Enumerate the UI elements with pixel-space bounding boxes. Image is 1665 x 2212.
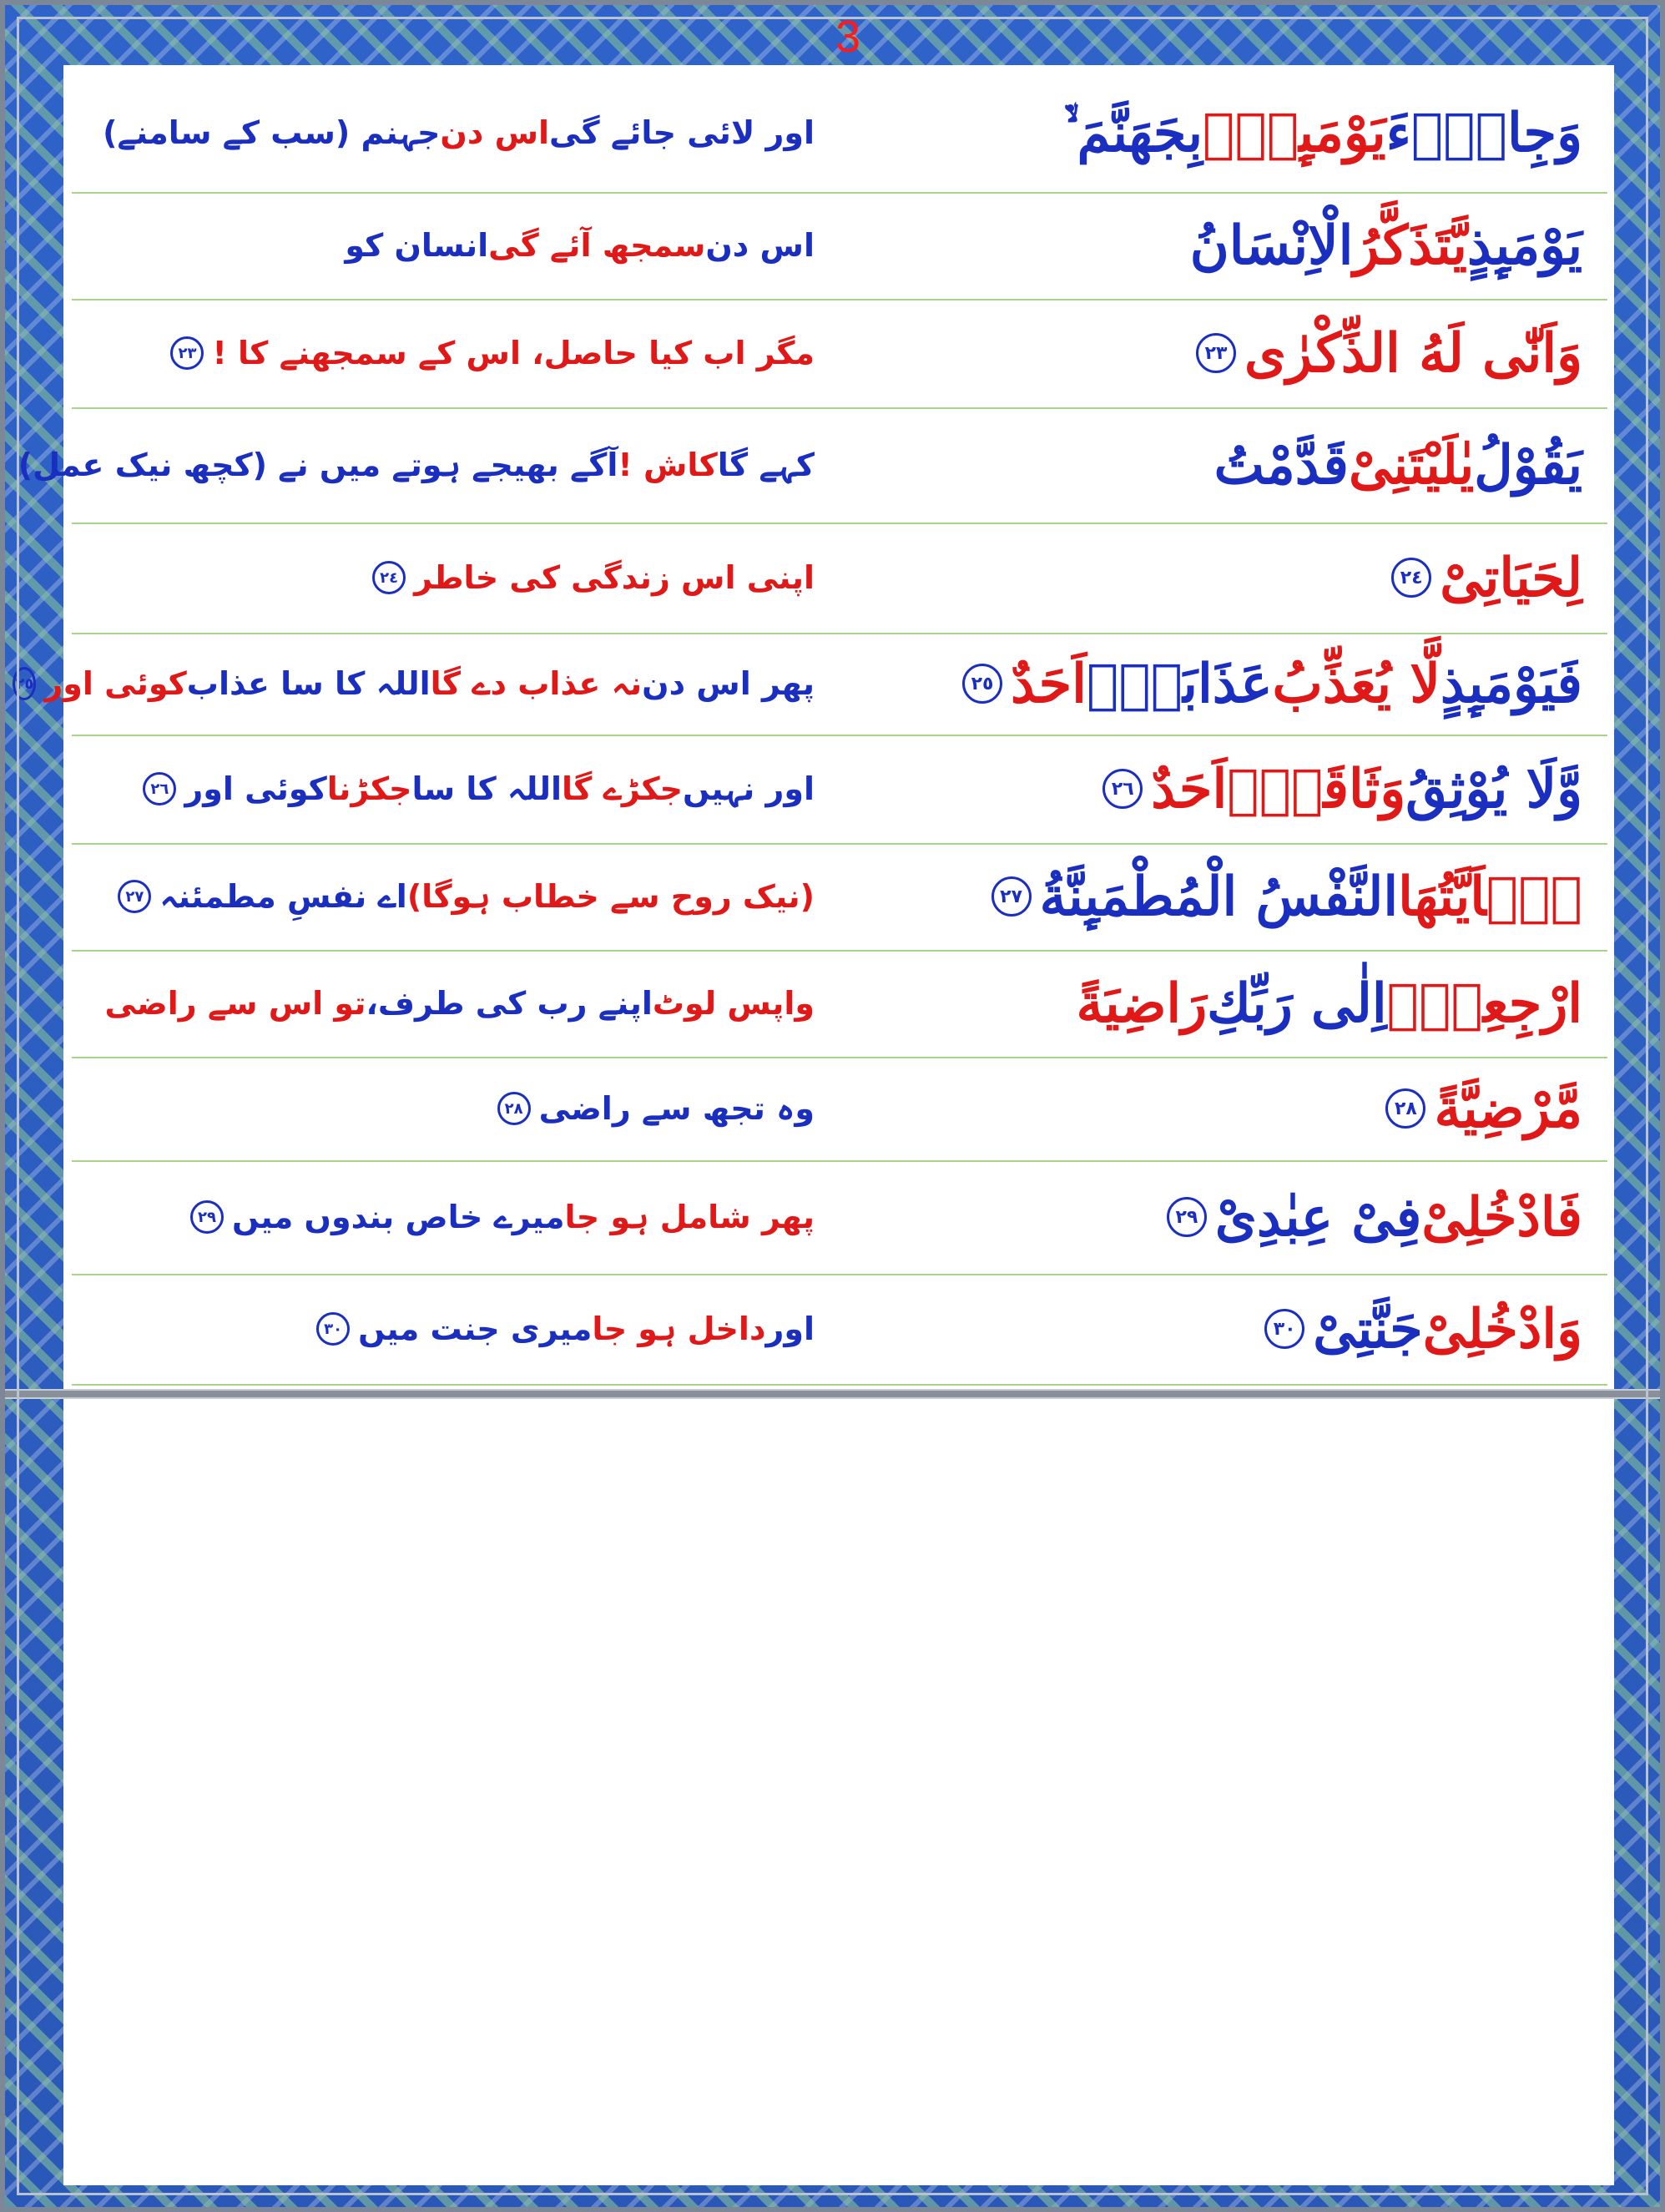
- urdu-translation: [80, 73, 815, 192]
- arabic-verse-segment: مَّرْضِیَّةً: [1434, 1077, 1582, 1140]
- urdu-translation-segment: اور: [765, 1311, 815, 1347]
- verse-number-marker: ٢٦: [1102, 769, 1143, 809]
- urdu-translation: [80, 1274, 815, 1384]
- urdu-translation-segment: نہ عذاب دے گا: [430, 665, 643, 702]
- verse-number-marker: ٢٩: [190, 1200, 224, 1234]
- arabic-verse: [865, 843, 1582, 950]
- arabic-verse-segment: عَذَابَهٗۤ: [1086, 652, 1273, 715]
- arabic-verse: [865, 299, 1582, 407]
- urdu-translation-segment: جکڑے گا: [562, 770, 683, 807]
- urdu-translation-segment: اللہ کا سا عذاب: [186, 665, 431, 702]
- urdu-translation-segment: وہ تجھ سے راضی: [538, 1090, 815, 1127]
- arabic-verse-segment: یَوْمَىِٕذٍۭ: [1203, 101, 1386, 164]
- urdu-translation-segment: (نیک روح سے خطاب ہوگا): [406, 878, 815, 915]
- urdu-translation-segment: اے نفسِ مطمئنہ: [159, 878, 407, 915]
- arabic-verse-segment: النَّفْسُ الْمُطْمَىِٕنَّةُ: [1039, 865, 1399, 928]
- verse-row: [72, 735, 1607, 845]
- urdu-translation-segment: پھر شامل ہو جا: [564, 1199, 815, 1235]
- verse-number-marker: ٢٦: [143, 772, 176, 806]
- arabic-verse: [865, 407, 1582, 523]
- urdu-translation-segment: انسان کو: [345, 227, 489, 264]
- arabic-verse: [865, 1274, 1582, 1384]
- arabic-verse-segment: جَنَّتِیْ: [1313, 1297, 1423, 1361]
- urdu-translation: [15, 633, 815, 735]
- arabic-verse: [865, 523, 1582, 633]
- urdu-translation-segment: مگر اب کیا حاصل، اس کے سمجھنے کا !: [212, 335, 815, 371]
- verse-row: [72, 1274, 1607, 1386]
- arabic-verse-segment: اَحَدٌ: [1011, 652, 1087, 715]
- verse-row: [72, 299, 1607, 409]
- urdu-translation: [80, 735, 815, 843]
- urdu-translation-segment: پھر اس دن: [642, 665, 815, 702]
- verse-number-marker: ٢٤: [372, 561, 406, 594]
- arabic-verse-segment: وَادْخُلِیْ: [1422, 1297, 1582, 1361]
- verse-number-marker: ٢٨: [1385, 1088, 1425, 1129]
- verse-row: [72, 1057, 1607, 1162]
- urdu-translation: [18, 407, 815, 523]
- urdu-translation: [80, 1160, 815, 1274]
- urdu-translation-segment: کوئی اور: [184, 770, 327, 807]
- arabic-verse-segment: وَجِایْۤءَ: [1385, 101, 1582, 164]
- arabic-verse-segment: اِلٰى رَبِّكِ: [1207, 972, 1387, 1035]
- urdu-translation-segment: کاش !: [618, 447, 718, 483]
- verse-number-marker: ٢٤: [1391, 558, 1431, 598]
- verse-row: [72, 523, 1607, 634]
- arabic-verse: [865, 633, 1582, 735]
- verse-row: [72, 73, 1607, 194]
- verse-row: [15, 633, 1607, 736]
- page-number: 3: [835, 12, 861, 62]
- arabic-verse-segment: لِحَیَاتِیْ: [1440, 546, 1582, 609]
- arabic-verse: [865, 192, 1582, 299]
- urdu-translation: [80, 192, 815, 299]
- urdu-translation: [80, 950, 815, 1057]
- urdu-translation: [80, 299, 815, 407]
- urdu-translation-segment: تو اس سے راضی: [104, 985, 366, 1022]
- arabic-verse-segment: وَثَاقَهٗۤ: [1227, 757, 1406, 821]
- verse-number-marker: ٢٧: [118, 880, 151, 913]
- verse-number-marker: ٢٣: [170, 336, 204, 370]
- urdu-translation-segment: اس دن: [705, 227, 815, 264]
- arabic-verse-segment: یَقُوْلُ: [1474, 433, 1582, 497]
- urdu-translation-segment: جکڑنا: [326, 770, 412, 807]
- arabic-verse-segment: یَّتَذَكَّرُ: [1353, 214, 1467, 277]
- urdu-translation-segment: واپس لوٹ: [652, 985, 815, 1022]
- urdu-translation: [80, 1057, 815, 1160]
- arabic-verse-segment: لَّا یُعَذِّبُ: [1272, 652, 1440, 715]
- urdu-translation-segment: اس دن: [440, 114, 550, 151]
- verse-row: [18, 407, 1607, 524]
- arabic-verse-segment: فَیَوْمَىِٕذٍ: [1440, 652, 1582, 715]
- urdu-translation: [80, 523, 815, 633]
- content-panel: [15, 65, 1614, 2185]
- arabic-verse-segment: فِیْ عِبٰدِیْ: [1214, 1185, 1422, 1249]
- arabic-verse-segment: اَحَدٌ: [1151, 757, 1228, 821]
- arabic-verse: [865, 1057, 1582, 1160]
- arabic-verse: [865, 73, 1582, 192]
- urdu-translation-segment: میری جنت میں: [358, 1311, 593, 1347]
- verse-number-marker: ٢٣: [1196, 333, 1236, 373]
- urdu-translation-segment: میرے خاص بندوں میں: [232, 1199, 565, 1235]
- verse-number-marker: ٣٠: [316, 1312, 350, 1346]
- urdu-translation-segment: کوئی اور: [44, 665, 187, 702]
- arabic-verse-segment: ارْجِعِیْۤ: [1386, 972, 1582, 1035]
- verse-number-marker: ٢٥: [962, 664, 1002, 704]
- arabic-verse-segment: بِجَهَنَّمَ ۙ۬: [1063, 101, 1203, 164]
- verse-row: [72, 192, 1607, 300]
- verse-number-marker: ٢٩: [1167, 1197, 1207, 1237]
- verse-row: [72, 843, 1607, 952]
- urdu-translation-segment: کہے گا: [717, 447, 815, 483]
- arabic-verse: [865, 735, 1582, 843]
- urdu-translation-segment: اور نہیں: [683, 770, 815, 807]
- urdu-translation-segment: اپنی اس زندگی کی خاطر: [414, 559, 815, 596]
- arabic-verse-segment: وَّلَا یُوْثِقُ: [1405, 757, 1582, 821]
- page-divider: [5, 1389, 1660, 1399]
- arabic-verse-segment: یٰلَیْتَنِیْ: [1348, 433, 1475, 497]
- arabic-verse: [865, 950, 1582, 1057]
- arabic-verse-segment: یٰۤاَیَّتُهَا: [1398, 865, 1582, 928]
- arabic-verse-segment: وَاَنّٰى لَهُ الذِّكْرٰى: [1244, 321, 1582, 385]
- arabic-verse-segment: الْاِنْسَانُ: [1189, 214, 1354, 277]
- urdu-translation: [80, 843, 815, 950]
- verse-row: [72, 1160, 1607, 1275]
- urdu-translation-segment: سمجھ آئے گی: [488, 227, 706, 264]
- urdu-translation-segment: اور لائی جائے گی: [549, 114, 815, 151]
- urdu-translation-segment: آگے بھیجے ہوتے میں نے (کچھ نیک عمل): [18, 447, 618, 483]
- arabic-verse: [865, 1160, 1582, 1274]
- arabic-verse-segment: قَدَّمْتُ: [1213, 433, 1349, 497]
- arabic-verse-segment: فَادْخُلِیْ: [1421, 1185, 1582, 1249]
- urdu-translation-segment: اپنے رب کی طرف،: [366, 985, 653, 1022]
- urdu-translation-segment: داخل ہو جا: [592, 1311, 766, 1347]
- verse-number-marker: ٢٨: [497, 1092, 531, 1125]
- urdu-translation-segment: اللہ کا سا: [411, 770, 562, 807]
- urdu-translation-segment: جہنم (سب کے سامنے): [103, 114, 441, 151]
- verse-number-marker: ٢٥: [13, 667, 36, 700]
- arabic-verse-segment: رَاضِیَةً: [1076, 972, 1208, 1035]
- verse-row: [72, 950, 1607, 1058]
- arabic-verse-segment: یَوْمَىِٕذٍ: [1466, 214, 1582, 277]
- verse-number-marker: ٣٠: [1264, 1309, 1304, 1349]
- verse-number-marker: ٢٧: [991, 876, 1032, 917]
